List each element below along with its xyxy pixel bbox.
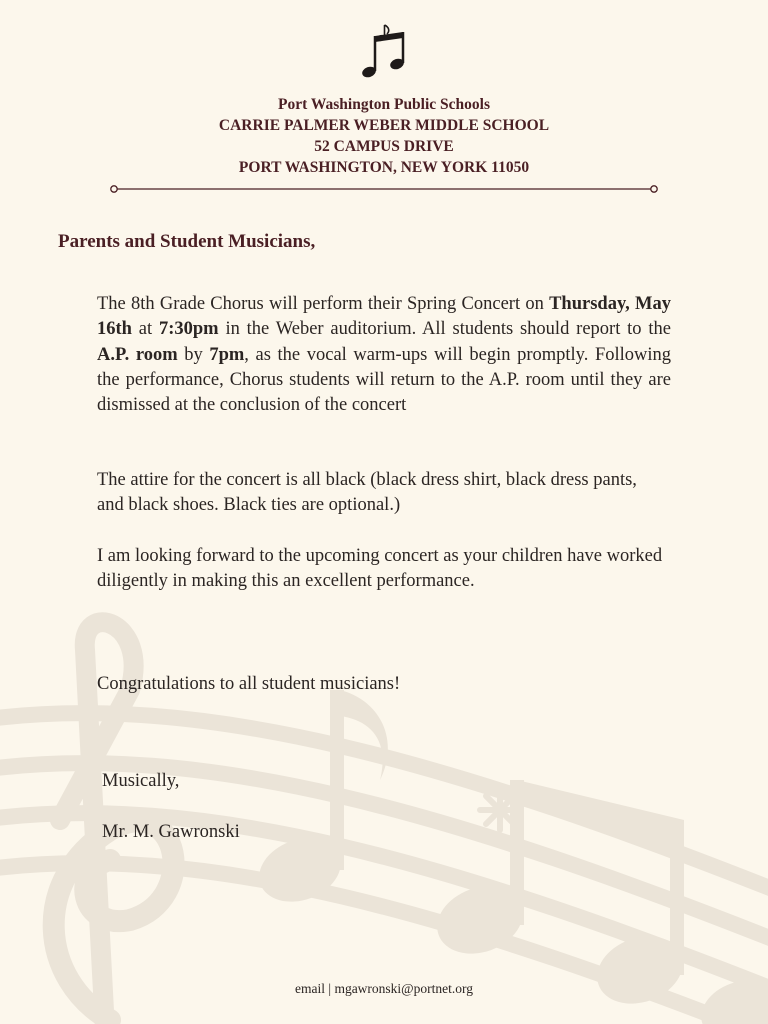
- congratulations-line: Congratulations to all student musicians!: [97, 674, 401, 694]
- attire-paragraph: The attire for the concert is all black (black dress shirt, black dress pants, and black shoes. Black ties are optional.): [97, 470, 637, 516]
- concert-time: 7:30pm: [158, 319, 219, 340]
- footer-email: email | mgawronski@portnet.org: [295, 981, 473, 996]
- city-address: PORT WASHINGTON, NEW YORK 11050: [238, 159, 530, 176]
- letterhead: [0, 94, 768, 178]
- street-address: 52 CAMPUS DRIVE: [314, 138, 454, 155]
- district-name: Port Washington Public Schools: [277, 96, 491, 113]
- report-room: A.P. room: [97, 344, 178, 365]
- letter-greeting: Parents and Student Musicians,: [58, 231, 316, 252]
- concert-details-paragraph: The 8th Grade Chorus will perform their Spring Concert on Thursday, May 16th at 7:30pm in the Weber auditorium. All students should report to the A.P. room by 7pm, as the vocal warm-ups will begin promptly. Following the performance, Chorus students will return to the A.P. room until they are dismissed at the conclusion of the concert: [97, 294, 672, 416]
- signature-name: Mr. M. Gawronski: [102, 822, 240, 842]
- concert-date: Thursday, May 16th: [97, 294, 671, 340]
- report-time: 7pm: [209, 344, 245, 365]
- header-divider: [110, 183, 658, 195]
- closing-salutation: Musically,: [102, 771, 180, 791]
- closing-paragraph: I am looking forward to the upcoming concert as your children have worked diligently in making this an excellent performance.: [97, 546, 663, 592]
- school-name: CARRIE PALMER WEBER MIDDLE SCHOOL: [218, 117, 550, 134]
- music-notes-icon: [357, 24, 411, 82]
